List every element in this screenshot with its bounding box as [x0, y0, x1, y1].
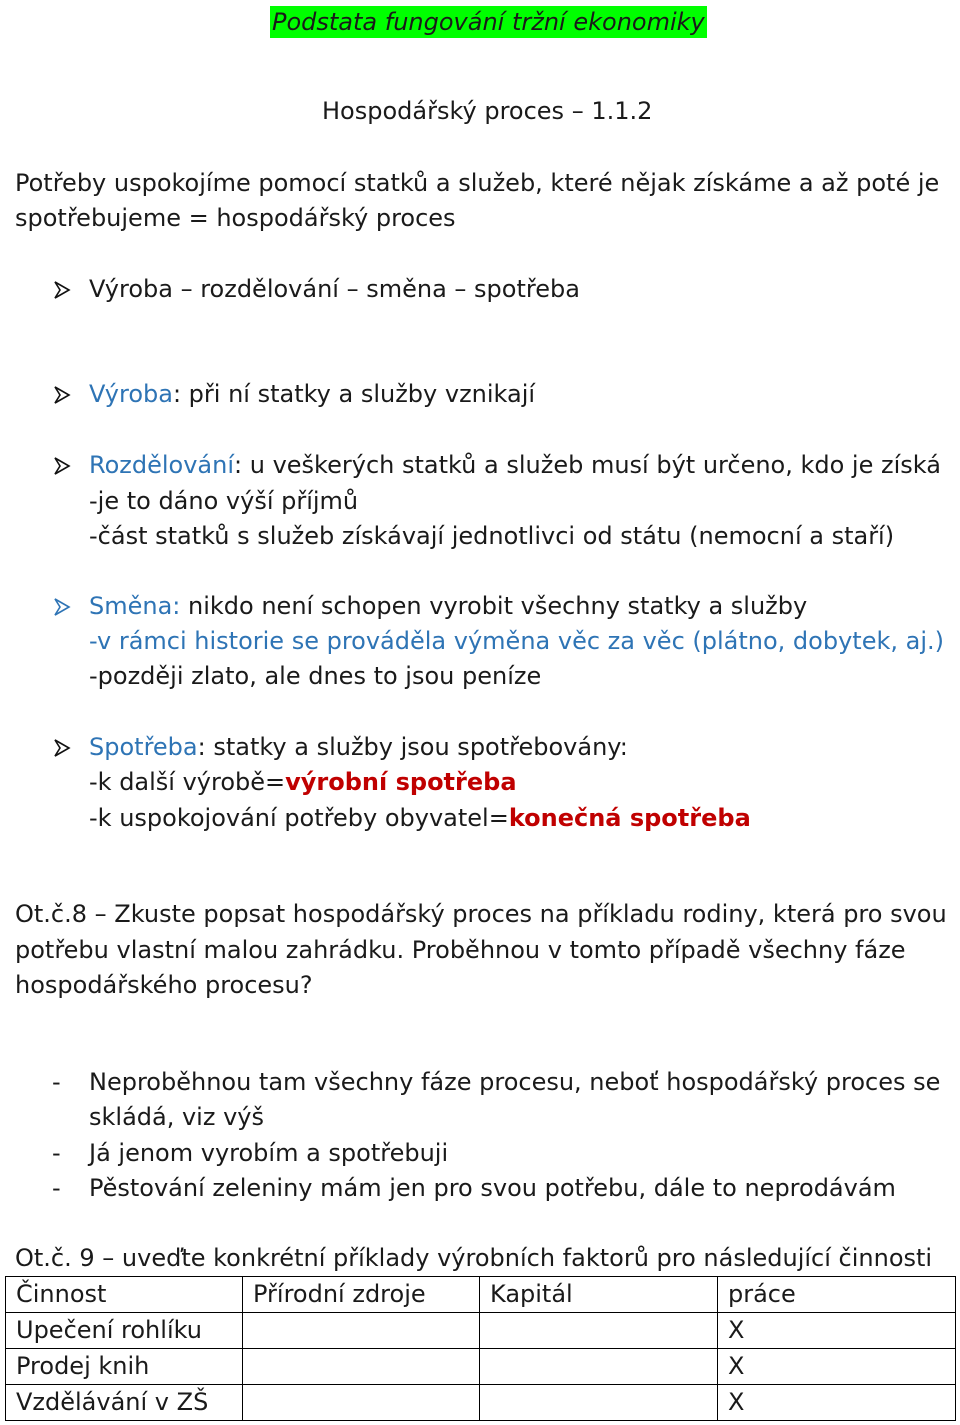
- table-cell[interactable]: [243, 1349, 480, 1385]
- table-cell: Upečení rohlíku: [6, 1313, 243, 1349]
- spotreba-sub-1: [89, 764, 517, 800]
- arrow-bullet-icon: [52, 456, 72, 476]
- vyrobni-spotreba-term: výrobní spotřeba: [285, 768, 517, 796]
- smena-term: Směna:: [89, 592, 181, 620]
- vyroba-term: Výroba: [89, 380, 173, 408]
- table-row: [6, 1349, 956, 1385]
- answer-dash: -: [52, 1068, 61, 1096]
- question8-line-1: Ot.č.8 – Zkuste popsat hospodářský proces na příkladu rodiny, která pro svou: [15, 900, 947, 928]
- arrow-bullet-icon: [52, 385, 72, 405]
- answer-dash: -: [52, 1139, 61, 1167]
- table-header-cell: Činnost: [6, 1277, 243, 1313]
- table-row: [6, 1385, 956, 1421]
- table-cell[interactable]: [243, 1385, 480, 1421]
- table-cell[interactable]: X: [718, 1313, 956, 1349]
- answer-1-line-1: Neproběhnou tam všechny fáze procesu, neboť hospodářský proces se: [89, 1068, 941, 1096]
- spotreba-sub-2: [89, 800, 751, 836]
- table-cell[interactable]: [243, 1313, 480, 1349]
- smena-line: [89, 588, 807, 624]
- question8-line-2: potřebu vlastní malou zahrádku. Proběhnou v tomto případě všechny fáze: [15, 936, 906, 964]
- vyroba-text: : při ní statky a služby vznikají: [172, 380, 536, 408]
- smena-sub-1: [89, 623, 944, 659]
- arrow-bullet-icon: [52, 738, 72, 758]
- smena-sub-1-text: -v rámci historie se prováděla výměna věc za věc (plátno, dobytek, aj.): [89, 627, 944, 655]
- konecna-spotreba-term: konečná spotřeba: [508, 804, 751, 832]
- table-cell[interactable]: [480, 1313, 718, 1349]
- rozdelovani-sub-1: -je to dáno výší příjmů: [89, 487, 359, 515]
- rozdelovani-term: Rozdělování: [89, 451, 235, 479]
- table-header-cell: Přírodní zdroje: [243, 1277, 480, 1313]
- rozdelovani-line: [89, 447, 941, 483]
- table-cell[interactable]: [480, 1349, 718, 1385]
- table-cell[interactable]: [480, 1385, 718, 1421]
- smena-text: nikdo není schopen vyrobit všechny statky a služby: [180, 592, 808, 620]
- production-factors-table: [5, 1276, 956, 1421]
- intro-line-2: spotřebujeme = hospodářský proces: [15, 204, 456, 232]
- answer-dash: -: [52, 1174, 61, 1202]
- arrow-bullet-icon: [52, 280, 72, 300]
- question8-line-3: hospodářského procesu?: [15, 971, 313, 999]
- table-header-cell: Kapitál: [480, 1277, 718, 1313]
- question9-text: Ot.č. 9 – uveďte konkrétní příklady výrobních faktorů pro následující činnosti: [15, 1244, 933, 1272]
- phases-line: Výroba – rozdělování – směna – spotřeba: [89, 275, 580, 303]
- table-cell[interactable]: X: [718, 1385, 956, 1421]
- table-cell: Prodej knih: [6, 1349, 243, 1385]
- table-header-cell: práce: [718, 1277, 956, 1313]
- vyroba-line: [89, 376, 535, 412]
- spotreba-line: [89, 729, 628, 765]
- section-title: Hospodářský proces – 1.1.2: [322, 97, 653, 125]
- table-header-row: [6, 1277, 956, 1313]
- rozdelovani-text: : u veškerých statků a služeb musí být určeno, kdo je získá: [234, 451, 941, 479]
- rozdelovani-sub-2: -část statků s služeb získávají jednotlivci od státu (nemocní a staří): [89, 522, 895, 550]
- spotreba-sub-2-prefix: -k uspokojování potřeby obyvatel=: [89, 804, 509, 832]
- spotreba-text: : statky a služby jsou spotřebovány:: [197, 733, 628, 761]
- answer-1-line-2: skládá, viz výš: [89, 1103, 264, 1131]
- chapter-title-highlight: Podstata fungování tržní ekonomiky: [272, 8, 705, 36]
- table-row: [6, 1313, 956, 1349]
- answer-3: Pěstování zeleniny mám jen pro svou potřebu, dále to neprodávám: [89, 1174, 896, 1202]
- answer-2: Já jenom vyrobím a spotřebuji: [89, 1139, 449, 1167]
- intro-line-1: Potřeby uspokojíme pomocí statků a služeb, které nějak získáme a až poté je: [15, 169, 940, 197]
- arrow-bullet-icon: [52, 597, 72, 617]
- chapter-title: [270, 4, 707, 40]
- spotreba-term: Spotřeba: [89, 733, 198, 761]
- table-cell[interactable]: X: [718, 1349, 956, 1385]
- spotreba-sub-1-prefix: -k další výrobě=: [89, 768, 286, 796]
- table-cell: Vzdělávání v ZŠ: [6, 1385, 243, 1421]
- smena-sub-2: -později zlato, ale dnes to jsou peníze: [89, 662, 542, 690]
